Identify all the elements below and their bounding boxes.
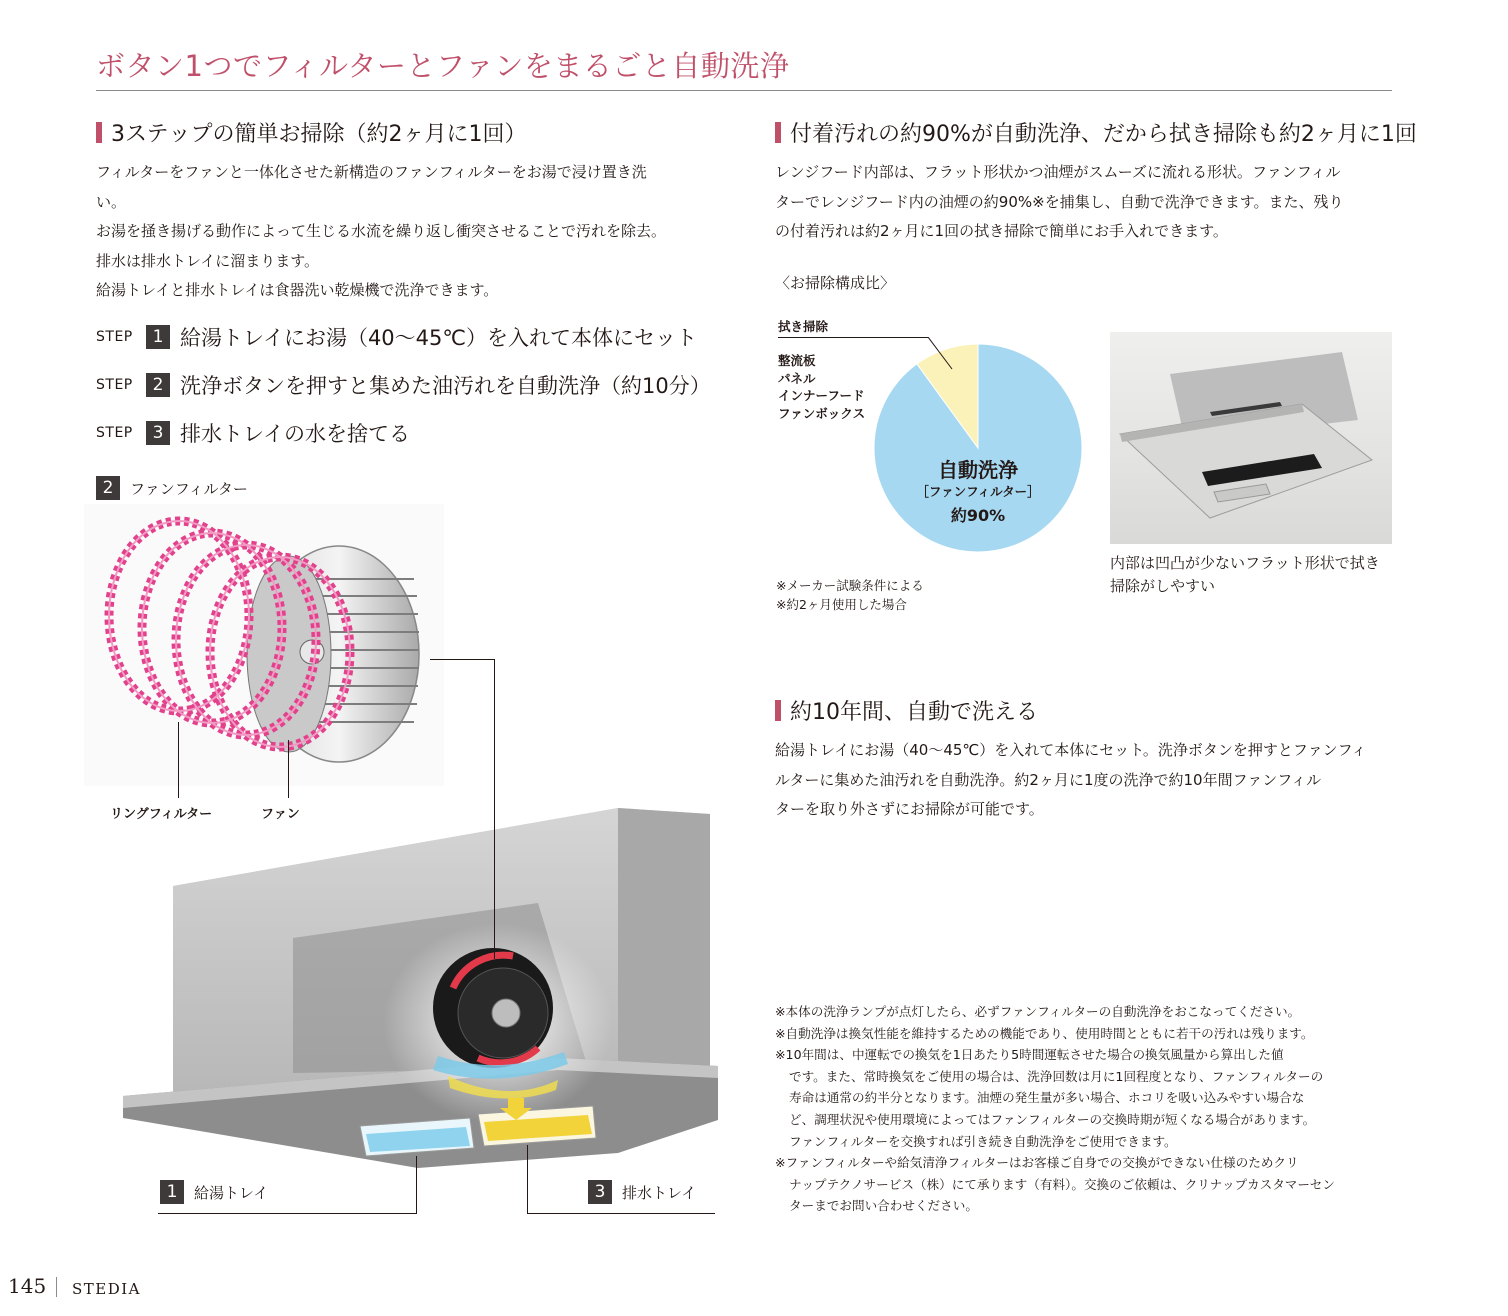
section-heading-steps-text: 3ステップの簡単お掃除（約2ヶ月に1回）: [111, 122, 527, 147]
step-3: [96, 418, 410, 448]
chart-notes: [776, 576, 924, 614]
drain-tray-caption: [588, 1180, 696, 1204]
chart-note: ※約2ヶ月使用した場合: [776, 597, 907, 612]
ratio-intro-text: [775, 158, 1344, 247]
footnote: ターまでお問い合わせください。: [789, 1198, 978, 1214]
drain-tray-leader: [527, 1145, 528, 1213]
footnote: ※本体の洗浄ランプが点灯したら、必ずファンフィルターの自動洗浄をおこなってください。: [775, 1004, 1301, 1019]
fan-filter-number: 2: [96, 476, 120, 500]
supply-tray-leader: [416, 1156, 417, 1213]
wipe-parts-list: [778, 352, 865, 422]
supply-tray-number: 1: [160, 1180, 184, 1204]
page-number: 145: [8, 1274, 47, 1298]
step-text: 洗浄ボタンを押すと集めた油汚れを自動洗浄（約10分）: [180, 374, 711, 398]
fan-label: ファン: [261, 807, 300, 822]
range-hood-illustration: [118, 808, 718, 1178]
brand-name: STEDIA: [72, 1280, 142, 1298]
supply-tray-caption: [160, 1180, 268, 1204]
step-text: 排水トレイの水を捨てる: [180, 422, 410, 446]
footnote: ※ファンフィルターや給気清浄フィルターはお客様ご自身での交換ができない仕様のためクリ: [775, 1155, 1299, 1171]
ratio-chart-title: 〈お掃除構成比〉: [775, 274, 896, 292]
step-1: [96, 322, 697, 352]
supply-tray-leader: [158, 1213, 417, 1214]
step-text: 給湯トレイにお湯（40〜45℃）を入れて本体にセット: [180, 326, 697, 350]
auto-wash-percent: 約90%: [950, 506, 1006, 525]
body-line: ルターに集めた油汚れを自動洗浄。約2ヶ月に1度の洗浄で約10年間ファンフィル: [775, 770, 1322, 789]
hood-interior-photo: [1110, 332, 1392, 544]
step-number: 1: [146, 325, 170, 349]
fan-filter-illustration: [84, 504, 444, 786]
fan-unit-leader: [430, 659, 494, 660]
step-number: 3: [146, 421, 170, 445]
footnote: です。また、常時換気をご使用の場合は、洗浄回数は月に1回程度となり、ファンフィルターの: [789, 1068, 1324, 1084]
section-heading-ratio: [775, 117, 1417, 148]
fan-leader: [288, 740, 289, 798]
title-rule: [96, 90, 1392, 91]
body-line: ターを取り外さずにお掃除が可能です。: [775, 800, 1044, 818]
drain-tray-label: 排水トレイ: [622, 1183, 697, 1202]
hood-interior-illustration: [1110, 332, 1392, 544]
body-line: 給湯トレイにお湯（40〜45℃）を入れて本体にセット。洗浄ボタンを押すとファンフィ: [775, 741, 1367, 759]
ring-filter-leader: [178, 722, 179, 798]
body-line: お湯を掻き揚げる動作によって生じる水流を繰り返し衝突させることで汚れを除去。: [96, 222, 667, 240]
wipe-label: 拭き掃除: [778, 319, 829, 334]
footnote: ど、調理状況や使用環境によってはファンフィルターの交換時期が短くなる場合があります。: [789, 1111, 1316, 1127]
auto-wash-label: 自動洗浄: [938, 458, 1018, 482]
wipe-part: インナーフード: [778, 388, 865, 403]
footnote: ※自動洗浄は換気性能を維持するための機能であり、使用時間とともに若干の汚れは残ります。: [775, 1025, 1314, 1041]
footnote: 寿命は通常の約半分となります。油煙の発生量が多い場合、ホコリを吸い込みやすい場合な: [789, 1090, 1305, 1106]
ten-years-text: [775, 736, 1366, 825]
footnote: ※10年間は、中運転での換気を1日あたり5時間運転させた場合の換気風量から算出した値: [775, 1047, 1284, 1063]
section-heading-10years-text: 約10年間、自動で洗える: [790, 700, 1038, 725]
step-label: STEP: [96, 329, 133, 345]
steps-intro-text: [96, 158, 666, 306]
photo-caption: [1110, 552, 1380, 598]
heading-marker: [96, 122, 102, 143]
photo-caption-line: 掃除がしやすい: [1110, 577, 1216, 595]
body-line: レンジフード内部は、フラット形状かつ油煙がスムーズに流れる形状。ファンフィル: [775, 163, 1341, 181]
body-line: い。: [96, 192, 127, 211]
supply-tray-label: 給湯トレイ: [194, 1183, 269, 1202]
heading-marker: [775, 700, 781, 721]
auto-wash-sub: ［ファンフィルター］: [916, 484, 1040, 499]
step-label: STEP: [96, 377, 133, 393]
wipe-part: パネル: [778, 370, 816, 386]
footnote: ナップテクノサービス（株）にて承ります（有料）。交換のご依頼は、クリナップカスタマーセン: [789, 1176, 1335, 1192]
drain-tray-leader: [527, 1213, 715, 1214]
photo-caption-line: 内部は凹凸が少ないフラット形状で拭き: [1110, 554, 1380, 572]
section-heading-10years: [775, 695, 1038, 726]
body-line: ターでレンジフード内の油煙の約90%※を捕集し、自動で洗浄できます。また、残り: [775, 192, 1344, 211]
fan-filter-label: ファンフィルター: [130, 479, 248, 498]
body-line: フィルターをファンと一体化させた新構造のファンフィルターをお湯で浸け置き洗: [96, 163, 647, 181]
wipe-part: 整流板: [778, 353, 816, 368]
section-heading-steps: [96, 117, 527, 148]
fan-filter-caption: [96, 476, 248, 500]
body-line: 給湯トレイと排水トレイは食器洗い乾燥機で洗浄できます。: [96, 281, 499, 299]
ring-filter-label: リングフィルター: [110, 807, 213, 822]
wipe-label-underline: [778, 337, 928, 338]
chart-note: ※メーカー試験条件による: [776, 578, 924, 593]
footer-separator: [56, 1277, 57, 1297]
wipe-part: ファンボックス: [778, 405, 866, 421]
body-line: 排水は排水トレイに溜まります。: [96, 251, 320, 270]
fan-unit-leader: [494, 659, 495, 959]
step-label: STEP: [96, 425, 133, 441]
page-title: ボタン1つでフィルターとファンをまるごと自動洗浄: [96, 49, 790, 83]
wipe-leader: [928, 337, 958, 373]
body-line: の付着汚れは約2ヶ月に1回の拭き掃除で簡単にお手入れできます。: [775, 222, 1228, 240]
drain-tray-number: 3: [588, 1180, 612, 1204]
footnote: ファンフィルターを交換すれば引き続き自動洗浄をご使用できます。: [789, 1133, 1177, 1149]
section-heading-ratio-text: 付着汚れの約90%が自動洗浄、だから拭き掃除も約2ヶ月に1回: [790, 122, 1417, 147]
step-number: 2: [146, 373, 170, 397]
footnotes: [775, 1001, 1335, 1217]
step-2: [96, 370, 711, 400]
heading-marker: [775, 122, 781, 143]
